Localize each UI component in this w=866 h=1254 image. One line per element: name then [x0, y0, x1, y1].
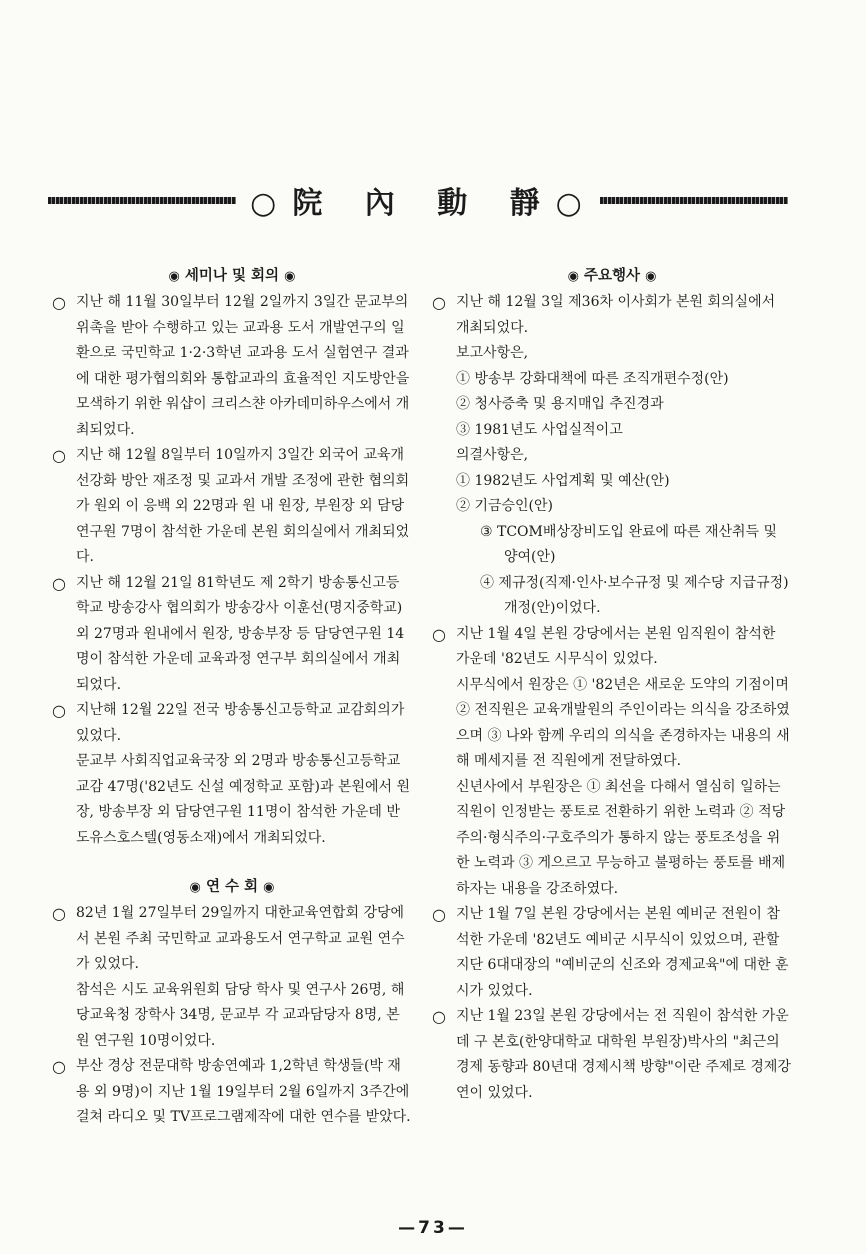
resolution-item: ④ 제규정(직제·인사·보수규정 및 제수당 지급규정)개정(안)이었다. [480, 574, 789, 616]
seminar-item [52, 290, 412, 443]
circle-mark-icon: ○ [52, 573, 66, 593]
bullet-icon: ◉ [189, 880, 201, 895]
events-item [432, 290, 792, 622]
events-item-text: 지난 1월 7일 본원 강당에서는 본원 예비군 전원이 참석한 가운데 '82년도 예비군 시무식이 있었으며, 관할지단 6대대장의 "예비군의 신조와 경제교육"에 대한 훈시가 있었다. [456, 906, 789, 999]
section-header [48, 180, 788, 220]
seminar-item [52, 443, 412, 571]
seminar-heading [52, 262, 412, 290]
bullet-icon: ◉ [567, 269, 579, 284]
bullet-icon: ◉ [284, 269, 296, 284]
circle-mark-icon: ○ [52, 1057, 66, 1076]
seminar-title: 세미나 및 회의 [184, 268, 280, 284]
circle-mark-icon: ○ [52, 293, 66, 312]
resolution-label: 의결사항은, [456, 447, 529, 463]
left-column [52, 262, 412, 1131]
training-item-detail: 참석은 시도 교육위원회 담당 학사 및 연구사 26명, 해당교육청 장학사 34명, 문교부 각 교과담당자 8명, 본원 연구원 10명이었다. [76, 981, 405, 1049]
events-item-text: 지난 1월 23일 본원 강당에서는 전 직원이 참석한 가운데 구 본호(한양대학교 대학원 부원장)박사의 "최근의 경제 동향과 80년대 경제시책 방향"이란 주제로 경제강연이 있었다. [456, 1008, 791, 1101]
events-title: 주요행사 [583, 268, 641, 284]
training-item-text: 82년 1월 27일부터 29일까지 대한교육연합회 강당에서 본원 주최 국민학교 교과용도서 연구학교 교원 연수가 있었다. [76, 905, 405, 972]
seminar-item-text: 지난 해 12월 21일 81학년도 제 2학기 방송통신고등학교 방송강사 협의회가 방송강사 이훈선(명지중학교) 외 27명과 원내에서 원장, 방송부장 등 담당연구원 14명이 참석한 가운데 교육과정 연구부 회의실에서 개최되었다. [76, 574, 405, 693]
training-item [52, 1054, 412, 1131]
training-title: 연 수 회 [205, 879, 259, 895]
circle-mark-icon: ○ [432, 905, 446, 924]
events-item-text: 지난 해 12월 3일 제36차 이사회가 본원 회의실에서 개최되었다. [456, 294, 776, 336]
header-rule-left [48, 197, 236, 204]
training-item-text: 부산 경상 전문대학 방송연예과 1,2학년 학생들(박 재용 외 9명)이 지난 1월 19일부터 2월 6일까지 3주간에 걸쳐 라디오 및 TV프로그램제작에 대한 연수를 받았다. [76, 1058, 411, 1125]
resolution-item: ③ TCOM배상장비도입 완료에 따른 재산취득 및 양여(안) [480, 523, 778, 565]
events-item-detail: 시무식에서 원장은 ① '82년은 새로운 도약의 기점이며 ② 전직원은 교육개발원의 주인이라는 의식을 강조하였으며 ③ 나와 함께 우리의 의식을 존경하자는 내용의 새해 메세지를 전 직원에게 전달하였다. [456, 676, 790, 769]
events-item [432, 902, 792, 1004]
bullet-icon: ◉ [263, 880, 275, 895]
events-item [432, 1004, 792, 1106]
resolution-item: ① 1982년도 사업계획 및 예산(안) [456, 472, 670, 489]
seminar-item [52, 698, 412, 851]
training-item [52, 901, 412, 1054]
circle-mark-icon: ○ [52, 904, 66, 923]
report-item: ③ 1981년도 사업실적이고 [456, 421, 623, 438]
bullet-icon: ◉ [168, 269, 180, 284]
section-title: ○院 內 動 靜○ [250, 186, 598, 221]
report-item: ② 청사증축 및 용지매입 추진경과 [456, 396, 664, 412]
circle-mark-icon: ○ [52, 701, 66, 720]
bullet-icon: ◉ [645, 269, 657, 284]
circle-mark-icon: ○ [432, 293, 446, 312]
seminar-item [52, 571, 412, 699]
seminar-item-detail: 문교부 사회직업교육국장 외 2명과 방송통신고등학교 교감 47명('82년도 신설 예정학교 포함)과 본원에서 원장, 방송부장 외 담당연구원 11명이 참석한 가운데 반도유스호스텔(영동소재)에서 개최되었다. [76, 753, 411, 846]
report-item: ① 방송부 강화대책에 따른 조직개편수정(안) [456, 370, 729, 387]
training-heading [52, 873, 412, 901]
page-number: —73— [398, 1218, 468, 1238]
events-heading [432, 262, 792, 290]
right-column [432, 262, 792, 1106]
circle-mark-icon: ○ [52, 446, 66, 465]
circle-mark-icon: ○ [432, 624, 446, 644]
circle-mark-icon: ○ [432, 1007, 446, 1026]
events-item-text: 지난 1월 4일 본원 강당에서는 본원 임직원이 참석한 가운데 '82년도 시무식이 있었다. [456, 625, 776, 667]
events-item [432, 622, 792, 903]
seminar-item-text: 지난 해 11월 30일부터 12월 2일까지 3일간 문교부의 위촉을 받아 수행하고 있는 교과용 도서 개발연구의 일환으로 국민학교 1·2·3학년 교과용 도서 실험연구 결과에 대한 평가협의회와 통합교과의 효율적인 지도방안을 모색하기 위한 워샵이 크리스챤 아카데미하우스에서 개최되었다. [76, 294, 410, 438]
seminar-item-text: 지난 해 12월 8일부터 10일까지 3일간 외국어 교육개선강화 방안 재조정 및 교과서 개발 조정에 관한 협의회가 원외 이 응백 외 22명과 원 내 원장, 부원장 외 담당연구원 7명이 참석한 가운데 본원 회의실에서 개최되었다. [76, 447, 410, 565]
seminar-item-text: 지난해 12월 22일 전국 방송통신고등학교 교감회의가 있었다. [76, 702, 405, 744]
report-label: 보고사항은, [456, 345, 529, 361]
resolution-item: ② 기금승인(안) [456, 498, 553, 514]
events-item-detail: 신년사에서 부원장은 ① 최선을 다해서 열심히 일하는 직원이 인정받는 풍토로 전환하기 위한 노력과 ② 적당주의·형식주의·구호주의가 통하지 않는 풍토조성을 위한 노력과 ③ 게으르고 무능하고 불평하는 풍토를 배제하자는 내용을 강조하였다. [456, 778, 786, 897]
header-rule-right [600, 197, 788, 204]
